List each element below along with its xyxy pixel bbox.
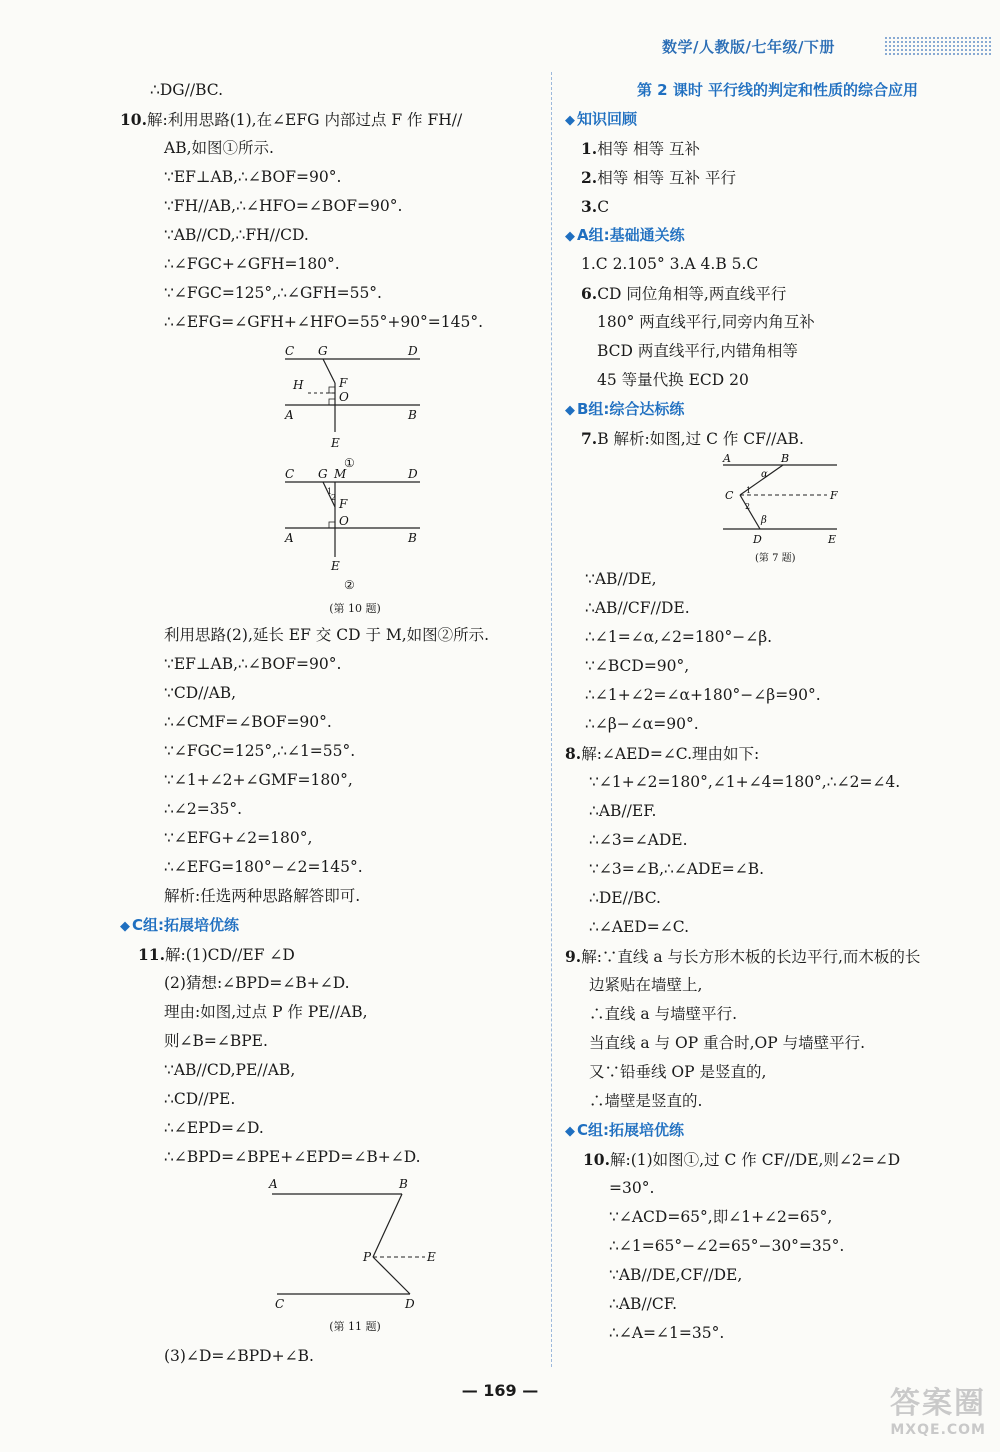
- text-line: ∴∠β−∠α=90°.: [585, 715, 699, 733]
- fig2-label-b: B: [408, 531, 417, 545]
- section-heading-b: [565, 395, 990, 424]
- text-line: ∴∠AED=∠C.: [589, 918, 689, 936]
- text-line: ∴∠1+∠2=∠α+180°−∠β=90°.: [585, 686, 821, 704]
- section-title: A组:基础通关练: [577, 226, 685, 244]
- text-line: ∵AB//DE,CF//DE,: [609, 1266, 743, 1284]
- text-line: ∴∠1=65°−∠2=65°−30°=35°.: [609, 1237, 845, 1255]
- fig7-label-alpha: α: [761, 469, 768, 480]
- header-title: 数学/人教版/七年级/下册: [662, 38, 835, 56]
- answer-line: [565, 1145, 990, 1174]
- fig7-label-d: D: [753, 533, 762, 546]
- text-line: CD 同位角相等,两直线平行: [597, 285, 787, 303]
- section-heading-c: [120, 911, 550, 940]
- text-line: ∴DG//BC.: [150, 81, 224, 99]
- answer-line: [565, 134, 990, 163]
- fig1-label-f: F: [339, 376, 348, 390]
- fig7-angle-2: 2: [745, 502, 751, 511]
- text-line: ∴AB//CF.: [609, 1295, 678, 1313]
- fig7-label-beta: β: [761, 515, 767, 526]
- fig11-label-e: E: [427, 1250, 436, 1264]
- question-number: 3.: [581, 197, 598, 216]
- text-line: ∵CD//AB,: [164, 684, 237, 702]
- text-line: ∵FH//AB,∴∠HFO=∠BOF=90°.: [164, 197, 403, 215]
- diamond-icon: ◆: [120, 919, 130, 934]
- text-line: ∵EF⊥AB,∴∠BOF=90°.: [164, 168, 342, 186]
- section-title: B组:综合达标练: [577, 400, 685, 418]
- section-heading-c: [565, 1116, 990, 1145]
- figure-caption: (第 10 题): [329, 602, 381, 615]
- left-column: [120, 76, 550, 1371]
- fig2-angle-1: 1: [327, 487, 333, 496]
- fig1-label-e: E: [331, 436, 340, 450]
- text-line: 相等 相等 互补: [597, 140, 701, 158]
- text-line: AB,如图①所示.: [164, 139, 274, 157]
- text-line: ∵∠BCD=90°,: [585, 657, 690, 675]
- text-line: ∵∠FGC=125°,∴∠1=55°.: [164, 742, 356, 760]
- fig11-label-a: A: [269, 1177, 278, 1191]
- section-title: C组:拓展培优练: [577, 1121, 685, 1139]
- text-line: 解:(1)如图①,过 C 作 CF//DE,则∠2=∠D: [609, 1151, 901, 1169]
- text-line: ∴∠EFG=∠GFH+∠HFO=55°+90°=145°.: [164, 313, 484, 331]
- text-line: ∵∠FGC=125°,∴∠GFH=55°.: [164, 284, 382, 302]
- answer-line: [565, 279, 990, 308]
- header-dot-pattern: [884, 36, 992, 56]
- text-line: 解:利用思路(1),在∠EFG 内部过点 F 作 FH//: [146, 111, 463, 129]
- fig11-label-c: C: [275, 1297, 285, 1311]
- question-number: 10.: [583, 1150, 610, 1169]
- fig1-label-c: C: [285, 344, 295, 358]
- text-line: 解:∠AED=∠C.理由如下:: [581, 745, 760, 763]
- figure-q11: [120, 1172, 550, 1312]
- question-number: 9.: [565, 947, 582, 966]
- text-line: ∵AB//DE,: [585, 570, 657, 588]
- fig11-label-d: D: [405, 1297, 415, 1311]
- fig2-label-m: M: [334, 467, 347, 481]
- diamond-icon: ◆: [565, 1124, 575, 1139]
- fig1-label-g: G: [318, 344, 328, 358]
- text-line: ∵∠ACD=65°,即∠1+∠2=65°,: [609, 1208, 833, 1226]
- text-line: ∴直线 a 与墙壁平行.: [589, 1005, 738, 1023]
- text-line: ∴AB//EF.: [589, 802, 657, 820]
- page-number: — 169 —: [461, 1381, 539, 1400]
- fig1-label-b: B: [408, 408, 417, 422]
- right-column: [565, 76, 990, 1348]
- fig7-label-c: C: [725, 489, 734, 502]
- text-line: 45 等量代换 ECD 20: [597, 371, 749, 389]
- text-line: 又∵铅垂线 OP 是竖直的,: [589, 1063, 767, 1081]
- question-number: 8.: [565, 744, 582, 763]
- question-number: 10.: [120, 110, 147, 129]
- answer-line: [565, 424, 990, 453]
- fig2-label-c: C: [285, 467, 295, 481]
- answer-line: [565, 192, 990, 221]
- figure-caption: (第 7 题): [755, 553, 796, 564]
- answer-line: [565, 942, 990, 971]
- text-line: 解:(1)CD//EF ∠D: [164, 946, 295, 964]
- section-title: C组:拓展培优练: [132, 916, 240, 934]
- text-line: ∵EF⊥AB,∴∠BOF=90°.: [164, 655, 342, 673]
- text-line: (3)∠D=∠BPD+∠B.: [164, 1347, 314, 1365]
- text-line: ∴∠BPD=∠BPE+∠EPD=∠B+∠D.: [164, 1148, 421, 1166]
- fig7-label-f: F: [830, 489, 838, 502]
- fig1-label-o: O: [339, 390, 349, 404]
- question-number: 1.: [581, 139, 598, 158]
- figure-q7-svg: [565, 453, 990, 565]
- fig2-label-e: E: [331, 559, 340, 573]
- figure-q11-svg: [120, 1172, 550, 1312]
- figure-q10: [120, 337, 550, 597]
- fig7-angle-1: 1: [746, 486, 752, 495]
- watermark-url: MXQE.COM: [890, 1422, 986, 1438]
- question-number: 6.: [581, 284, 598, 303]
- text-line: ∴∠2=35°.: [164, 800, 243, 818]
- text-line: 解析:任选两种思路解答即可.: [164, 887, 361, 905]
- text-line: 相等 相等 互补 平行: [597, 169, 736, 187]
- text-line: 则∠B=∠BPE.: [164, 1032, 268, 1050]
- figure-q10-svg: [120, 337, 550, 597]
- text-line: ∵AB//CD,PE//AB,: [164, 1061, 296, 1079]
- text-line: ∵∠1+∠2+∠GMF=180°,: [164, 771, 353, 789]
- section-heading-a: [565, 221, 990, 250]
- diamond-icon: ◆: [565, 113, 575, 128]
- text-line: 当直线 a 与 OP 重合时,OP 与墙壁平行.: [589, 1034, 866, 1052]
- answer-line: [565, 163, 990, 192]
- fig11-label-b: B: [399, 1177, 408, 1191]
- text-line: 理由:如图,过点 P 作 PE//AB,: [164, 1003, 368, 1021]
- section-title: 知识回顾: [577, 110, 638, 128]
- text-line: ∴∠EPD=∠D.: [164, 1119, 264, 1137]
- fig1-label-h: H: [293, 378, 304, 392]
- text-line: ∴DE//BC.: [589, 889, 661, 907]
- fig7-label-a: A: [723, 453, 731, 465]
- watermark-main: 答案圈: [890, 1386, 986, 1421]
- text-line: BCD 两直线平行,内错角相等: [597, 342, 798, 360]
- figure-caption: (第 11 题): [329, 1320, 381, 1333]
- fig1-label-d: D: [408, 344, 418, 358]
- fig1-label-a: A: [285, 408, 294, 422]
- lesson-title: 第 2 课时 平行线的判定和性质的综合应用: [636, 81, 919, 99]
- question-number: 11.: [138, 945, 165, 964]
- text-line: ∴∠FGC+∠GFH=180°.: [164, 255, 340, 273]
- text-line: ∵∠EFG+∠2=180°,: [164, 829, 313, 847]
- fig2-label-g: G: [318, 467, 328, 481]
- text-line: 边紧贴在墙壁上,: [589, 976, 703, 994]
- text-line: ∴AB//CF//DE.: [585, 599, 690, 617]
- question-11-line: [120, 940, 550, 969]
- text-line: ∴∠3=∠ADE.: [589, 831, 688, 849]
- diamond-icon: ◆: [565, 403, 575, 418]
- figure-q7: [565, 453, 990, 565]
- column-divider: [551, 72, 552, 1367]
- fig2-label-o: O: [339, 514, 349, 528]
- text-line: ∴∠A=∠1=35°.: [609, 1324, 725, 1342]
- text-line: ∴∠1=∠α,∠2=180°−∠β.: [585, 628, 773, 646]
- text-line: (2)猜想:∠BPD=∠B+∠D.: [164, 974, 350, 992]
- text-line: C: [597, 198, 610, 216]
- text-line: 180° 两直线平行,同旁内角互补: [597, 313, 815, 331]
- fig2-label-f: F: [339, 497, 348, 511]
- fig1-number: ①: [344, 456, 355, 470]
- text-line: ∵AB//CD,∴FH//CD.: [164, 226, 309, 244]
- text-line: 利用思路(2),延长 EF 交 CD 于 M,如图②所示.: [164, 626, 490, 644]
- fig2-number: ②: [344, 578, 355, 592]
- question-number: 7.: [581, 429, 598, 448]
- text-line: 1.C 2.105° 3.A 4.B 5.C: [581, 255, 759, 273]
- text-line: B 解析:如图,过 C 作 CF//AB.: [597, 430, 804, 448]
- text-line: ∴∠EFG=180°−∠2=145°.: [164, 858, 363, 876]
- text-line: ∴∠CMF=∠BOF=90°.: [164, 713, 332, 731]
- fig2-angle-2: 2: [331, 493, 337, 502]
- fig7-label-e: E: [828, 533, 837, 546]
- answer-line: [565, 739, 990, 768]
- question-10-line: [120, 105, 550, 134]
- text-line: =30°.: [609, 1179, 655, 1197]
- text-line: 解:∵直线 a 与长方形木板的长边平行,而木板的长: [581, 948, 921, 966]
- fig2-label-a: A: [285, 531, 294, 545]
- text-line: ∴CD//PE.: [164, 1090, 236, 1108]
- fig7-label-b: B: [781, 453, 790, 465]
- section-heading-review: [565, 105, 990, 134]
- text-line: ∵∠1+∠2=180°,∠1+∠4=180°,∴∠2=∠4.: [589, 773, 901, 791]
- question-number: 2.: [581, 168, 598, 187]
- diamond-icon: ◆: [565, 229, 575, 244]
- fig2-label-d: D: [408, 467, 418, 481]
- fig11-label-p: P: [363, 1250, 372, 1264]
- watermark-logo: [890, 1378, 986, 1438]
- text-line: ∵∠3=∠B,∴∠ADE=∠B.: [589, 860, 765, 878]
- text-line: ∴墙壁是竖直的.: [589, 1092, 703, 1110]
